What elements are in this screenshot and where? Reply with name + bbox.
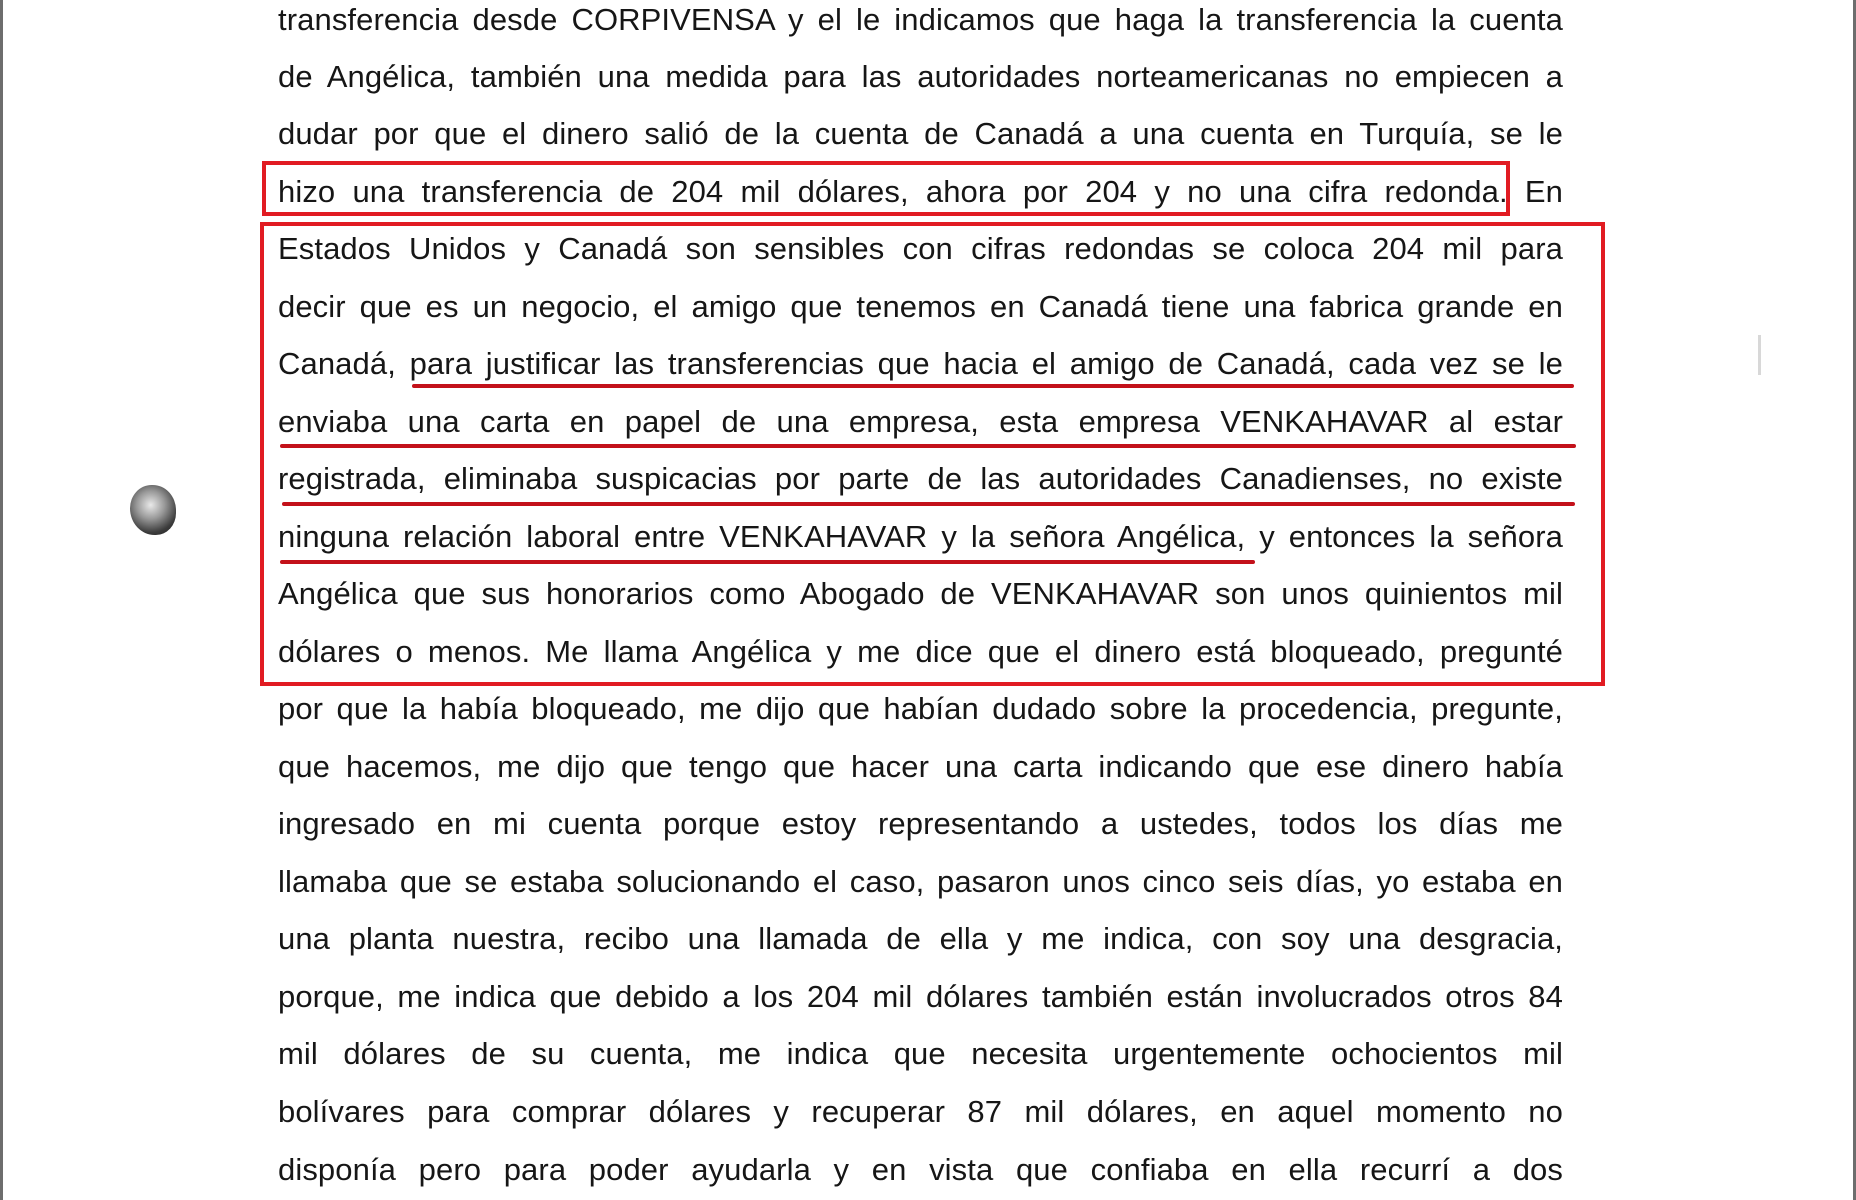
text-line-15: ingresado en mi cuenta porque estoy representando a ustedes, todos los días me bbox=[278, 806, 1563, 841]
text-line-8: enviaba una carta en papel de una empresa, esta empresa VENKAHAVAR al estar bbox=[278, 404, 1563, 439]
underline-2 bbox=[280, 444, 1576, 448]
underline-3 bbox=[282, 502, 1575, 506]
text-line-16: llamaba que se estaba solucionando el caso, pasaron unos cinco seis días, yo estaba en bbox=[278, 864, 1563, 899]
text-line-1: transferencia desde CORPIVENSA y el le indicamos que haga la transferencia la cuenta bbox=[278, 2, 1563, 37]
text-line-11: Angélica que sus honorarios como Abogado de VENKAHAVAR son unos quinientos mil bbox=[278, 576, 1563, 611]
highlight-box-paragraph bbox=[260, 222, 1605, 686]
text-line-2: de Angélica, también una medida para las autoridades norteamericanas no empiecen a bbox=[278, 59, 1563, 94]
text-line-3: dudar por que el dinero salió de la cuenta de Canadá a una cuenta en Turquía, se le bbox=[278, 116, 1563, 151]
text-line-17: una planta nuestra, recibo una llamada de ella y me indica, con soy una desgracia, bbox=[278, 921, 1563, 956]
text-line-18: porque, me indica que debido a los 204 mil dólares también están involucrados otros 84 bbox=[278, 979, 1563, 1014]
text-line-7: Canadá, para justificar las transferencias que hacia el amigo de Canadá, cada vez se le bbox=[278, 346, 1563, 381]
ink-blot bbox=[130, 485, 176, 535]
text-line-12: dólares o menos. Me llama Angélica y me dice que el dinero está bloqueado, pregunté bbox=[278, 634, 1563, 669]
text-line-20: bolívares para comprar dólares y recuperar 87 mil dólares, en aquel momento no bbox=[278, 1094, 1563, 1129]
text-line-14: que hacemos, me dijo que tengo que hacer una carta indicando que ese dinero había bbox=[278, 749, 1563, 784]
text-line-6: decir que es un negocio, el amigo que tenemos en Canadá tiene una fabrica grande en bbox=[278, 289, 1563, 324]
page-edge-left bbox=[0, 0, 3, 1200]
text-line-5: Estados Unidos y Canadá son sensibles con cifras redondas se coloca 204 mil para bbox=[278, 231, 1563, 266]
underline-1 bbox=[412, 384, 1574, 388]
scan-speck bbox=[1758, 335, 1761, 375]
text-line-19: mil dólares de su cuenta, me indica que necesita urgentemente ochocientos mil bbox=[278, 1036, 1563, 1071]
text-line-4: hizo una transferencia de 204 mil dólares, ahora por 204 y no una cifra redonda. En bbox=[278, 174, 1563, 209]
text-line-21: disponía pero para poder ayudarla y en vista que confiaba en ella recurrí a dos bbox=[278, 1152, 1563, 1187]
underline-4 bbox=[280, 560, 1255, 564]
text-line-10: ninguna relación laboral entre VENKAHAVAR y la señora Angélica, y entonces la señora bbox=[278, 519, 1563, 554]
text-line-13: por que la había bloqueado, me dijo que habían dudado sobre la procedencia, pregunte, bbox=[278, 691, 1563, 726]
text-line-9: registrada, eliminaba suspicacias por parte de las autoridades Canadienses, no existe bbox=[278, 461, 1563, 496]
highlight-box-sentence bbox=[262, 161, 1510, 216]
